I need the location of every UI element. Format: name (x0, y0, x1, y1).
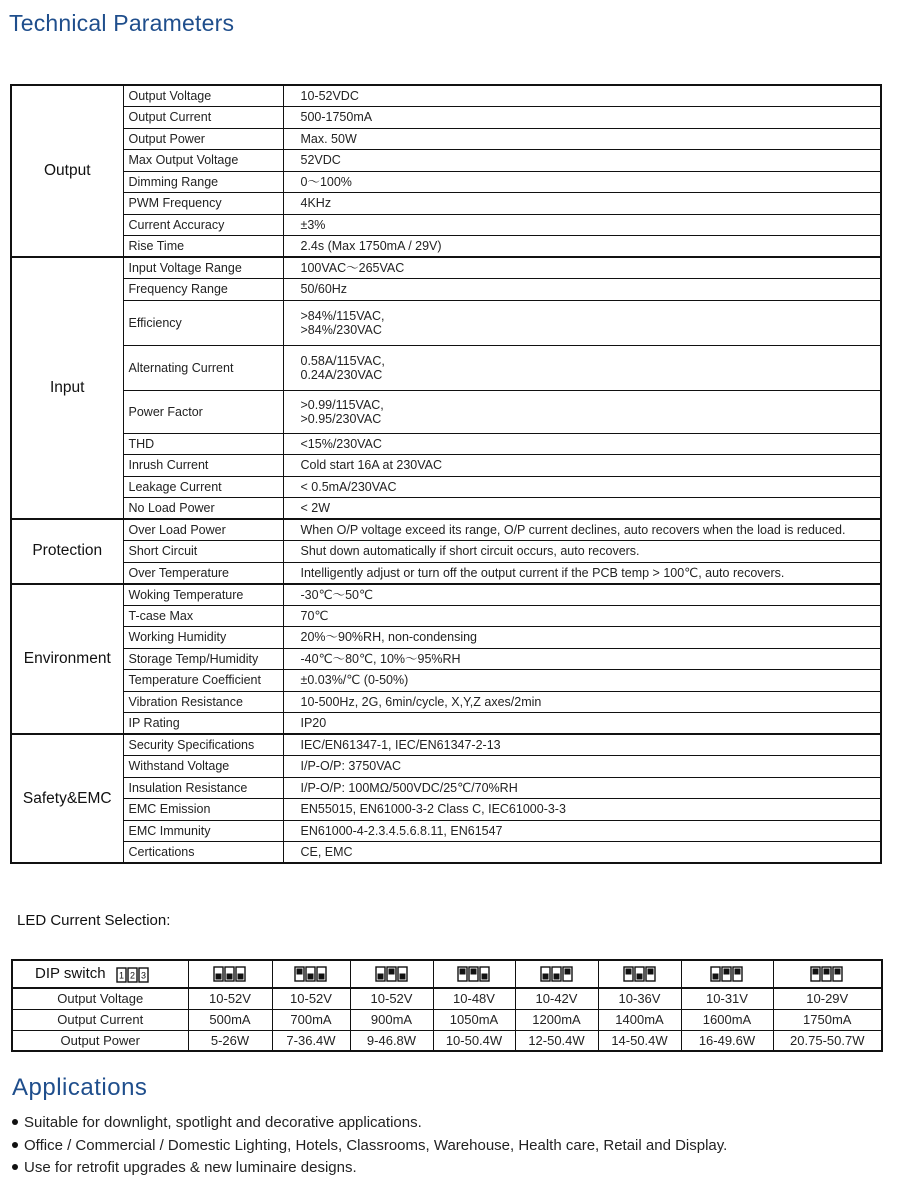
dip-corner-cell (12, 960, 188, 988)
spec-row (11, 670, 881, 692)
spec-value (283, 150, 881, 172)
dip-cell: 10-52V (272, 988, 350, 1009)
spec-value-line: 0～100% (300, 174, 352, 189)
dip-legend-digit: 2 (129, 970, 135, 981)
spec-value-line: <15%/230VAC (300, 436, 382, 451)
dip-cell: 500mA (188, 1009, 272, 1030)
spec-value (283, 627, 881, 649)
spec-value-line: EN55015, EN61000-3-2 Class C, IEC61000-3-3 (300, 802, 566, 817)
application-item (12, 1135, 727, 1158)
dip-header-row (12, 960, 882, 988)
spec-row (11, 390, 881, 433)
applications-title: Applications (12, 1074, 148, 1101)
spec-param: Storage Temp/Humidity (123, 648, 283, 670)
dip-setting-3 (350, 960, 433, 988)
spec-value-line: >84%/115VAC, (300, 308, 385, 323)
spec-value-line: >0.95/230VAC (300, 411, 382, 426)
spec-param: Efficiency (123, 300, 283, 345)
spec-group-label: Output (11, 85, 123, 257)
dip-cell: 10-36V (598, 988, 681, 1009)
dip-switch-icon (540, 966, 574, 982)
spec-row (11, 713, 881, 735)
spec-param: Rise Time (123, 236, 283, 258)
spec-value (283, 214, 881, 236)
dip-cell: 5-26W (188, 1030, 272, 1051)
dip-row (12, 1030, 882, 1051)
spec-value-line: 52VDC (300, 153, 341, 168)
spec-group-label: Protection (11, 519, 123, 584)
dip-setting-4 (433, 960, 515, 988)
page-title: Technical Parameters (9, 10, 235, 36)
dip-cell: 7-36.4W (272, 1030, 350, 1051)
dip-row-label: Output Voltage (12, 988, 188, 1009)
spec-value-line: 2.4s (Max 1750mA / 29V) (300, 239, 442, 253)
spec-row (11, 150, 881, 172)
spec-param: No Load Power (123, 498, 283, 520)
spec-param: Output Current (123, 107, 283, 129)
application-item (12, 1157, 727, 1180)
bullet-icon (12, 1119, 18, 1125)
spec-value (283, 605, 881, 627)
spec-value (283, 498, 881, 520)
dip-cell: 1050mA (433, 1009, 515, 1030)
spec-row (11, 345, 881, 390)
spec-param: Output Voltage (123, 85, 283, 107)
dip-cell: 9-46.8W (350, 1030, 433, 1051)
spec-value (283, 777, 881, 799)
spec-row (11, 584, 881, 606)
spec-value (283, 455, 881, 477)
spec-param: PWM Frequency (123, 193, 283, 215)
spec-param: IP Rating (123, 713, 283, 735)
spec-param: Withstand Voltage (123, 756, 283, 778)
spec-row (11, 300, 881, 345)
dip-cell: 20.75-50.7W (773, 1030, 882, 1051)
spec-row (11, 820, 881, 842)
spec-row (11, 257, 881, 279)
spec-value-line: When O/P voltage exceed its range, O/P current declines, auto recovers when the load is reduced. (300, 523, 846, 537)
spec-value-line: >84%/230VAC (300, 322, 382, 337)
spec-value (283, 128, 881, 150)
dip-row-label: Output Current (12, 1009, 188, 1030)
spec-group-label: Environment (11, 584, 123, 735)
technical-parameters-table (10, 84, 882, 864)
spec-param: Power Factor (123, 390, 283, 433)
spec-param: EMC Emission (123, 799, 283, 821)
spec-value-line: 0.24A/230VAC (300, 367, 383, 382)
spec-row (11, 455, 881, 477)
spec-value (283, 236, 881, 258)
spec-param: Over Temperature (123, 562, 283, 584)
dip-switch-table (11, 959, 883, 1052)
spec-value (283, 300, 881, 345)
spec-value (283, 476, 881, 498)
spec-row (11, 171, 881, 193)
spec-row (11, 476, 881, 498)
spec-row (11, 691, 881, 713)
dip-cell: 1400mA (598, 1009, 681, 1030)
spec-value-line: 50/60Hz (300, 282, 348, 297)
dip-switch-icon (294, 966, 328, 982)
spec-value (283, 279, 881, 301)
spec-value (283, 433, 881, 455)
application-item (12, 1112, 727, 1135)
spec-value (283, 193, 881, 215)
spec-param: Input Voltage Range (123, 257, 283, 279)
spec-param: Dimming Range (123, 171, 283, 193)
application-text: Suitable for downlight, spotlight and decorative applications. (24, 1114, 422, 1131)
dip-cell: 10-52V (188, 988, 272, 1009)
spec-value (283, 345, 881, 390)
dip-switch-icon (623, 966, 657, 982)
applications-list (12, 1112, 727, 1180)
spec-row (11, 128, 881, 150)
dip-row (12, 1009, 882, 1030)
spec-value (283, 257, 881, 279)
dip-cell: 10-48V (433, 988, 515, 1009)
dip-cell: 900mA (350, 1009, 433, 1030)
dip-cell: 14-50.4W (598, 1030, 681, 1051)
spec-row (11, 734, 881, 756)
dip-setting-8 (773, 960, 882, 988)
spec-param: Temperature Coefficient (123, 670, 283, 692)
spec-value-line: EN61000-4-2.3.4.5.6.8.11, EN61547 (300, 823, 503, 838)
spec-value (283, 820, 881, 842)
dip-switch-legend-icon (116, 967, 150, 983)
dip-switch-icon (810, 966, 844, 982)
dip-switch-icon (710, 966, 744, 982)
spec-param: T-case Max (123, 605, 283, 627)
spec-param: Short Circuit (123, 541, 283, 563)
spec-row (11, 433, 881, 455)
spec-param: THD (123, 433, 283, 455)
spec-value (283, 541, 881, 563)
spec-value-line: IEC/EN61347-1, IEC/EN61347-2-13 (300, 738, 501, 752)
spec-group-label: Input (11, 257, 123, 519)
spec-value-line: Intelligently adjust or turn off the output current if the PCB temp > 100℃, auto recovers. (300, 565, 785, 580)
spec-row (11, 519, 881, 541)
dip-cell: 1600mA (681, 1009, 773, 1030)
dip-setting-2 (272, 960, 350, 988)
spec-row (11, 85, 881, 107)
spec-row (11, 799, 881, 821)
spec-value (283, 519, 881, 541)
dip-legend-digit: 3 (140, 970, 146, 981)
spec-param: EMC Immunity (123, 820, 283, 842)
spec-param: Working Humidity (123, 627, 283, 649)
spec-value-line: Shut down automatically if short circuit occurs, auto recovers. (300, 544, 640, 559)
dip-cell: 16-49.6W (681, 1030, 773, 1051)
spec-value (283, 562, 881, 584)
spec-param: Certications (123, 842, 283, 864)
spec-value (283, 734, 881, 756)
spec-row (11, 842, 881, 864)
spec-row (11, 214, 881, 236)
dip-setting-6 (598, 960, 681, 988)
spec-value-line: 20%～90%RH, non-condensing (300, 630, 477, 645)
spec-value (283, 691, 881, 713)
spec-value-line: < 0.5mA/230VAC (300, 479, 397, 494)
dip-cell: 10-42V (515, 988, 598, 1009)
dip-row (12, 988, 882, 1009)
dip-switch-icon (457, 966, 491, 982)
spec-value (283, 842, 881, 864)
spec-row (11, 279, 881, 301)
spec-value-line: ±3% (300, 217, 326, 232)
spec-value (283, 107, 881, 129)
spec-row (11, 107, 881, 129)
spec-param: Alternating Current (123, 345, 283, 390)
spec-value (283, 584, 881, 606)
spec-value-line: >0.99/115VAC, (300, 397, 384, 412)
spec-value (283, 171, 881, 193)
spec-value-line: I/P-O/P: 100MΩ/500VDC/25℃/70%RH (300, 780, 518, 795)
bullet-icon (12, 1142, 18, 1148)
spec-value (283, 648, 881, 670)
spec-param: Max Output Voltage (123, 150, 283, 172)
spec-value-line: ±0.03%/℃ (0-50%) (300, 673, 409, 688)
spec-group-label: Safety&EMC (11, 734, 123, 863)
spec-value-line: 500-1750mA (300, 110, 373, 125)
spec-param: Security Specifications (123, 734, 283, 756)
spec-value (283, 756, 881, 778)
spec-value (283, 85, 881, 107)
dip-setting-5 (515, 960, 598, 988)
dip-row-label: Output Power (12, 1030, 188, 1051)
spec-row (11, 562, 881, 584)
spec-param: Insulation Resistance (123, 777, 283, 799)
spec-row (11, 541, 881, 563)
spec-row (11, 193, 881, 215)
dip-cell: 12-50.4W (515, 1030, 598, 1051)
spec-param: Current Accuracy (123, 214, 283, 236)
spec-value-line: I/P-O/P: 3750VAC (300, 759, 402, 774)
spec-row (11, 756, 881, 778)
spec-value-line: Cold start 16A at 230VAC (300, 458, 443, 473)
dip-switch-icon (213, 966, 247, 982)
spec-value-line: 4KHz (300, 196, 332, 211)
dip-setting-1 (188, 960, 272, 988)
spec-param: Inrush Current (123, 455, 283, 477)
spec-value-line: 0.58A/115VAC, (300, 353, 385, 368)
spec-row (11, 627, 881, 649)
dip-legend-digit: 1 (118, 970, 124, 981)
spec-value-line: < 2W (300, 501, 331, 515)
spec-row (11, 605, 881, 627)
spec-value (283, 390, 881, 433)
spec-value-line: -40℃～80℃, 10%～95%RH (300, 651, 461, 666)
spec-row (11, 498, 881, 520)
spec-param: Output Power (123, 128, 283, 150)
dip-cell: 10-29V (773, 988, 882, 1009)
spec-param: Vibration Resistance (123, 691, 283, 713)
spec-param: Woking Temperature (123, 584, 283, 606)
spec-value-line: CE, EMC (300, 845, 353, 859)
spec-value (283, 670, 881, 692)
spec-param: Leakage Current (123, 476, 283, 498)
application-text: Office / Commercial / Domestic Lighting, Hotels, Classrooms, Warehouse, Health care, Retail and Display. (24, 1136, 728, 1154)
spec-value (283, 799, 881, 821)
spec-value-line: -30℃～50℃ (300, 587, 374, 602)
dip-corner-label: DIP switch (35, 965, 106, 983)
spec-value-line: 100VAC～265VAC (300, 261, 405, 275)
spec-param: Over Load Power (123, 519, 283, 541)
dip-cell: 700mA (272, 1009, 350, 1030)
dip-cell: 10-31V (681, 988, 773, 1009)
spec-row (11, 236, 881, 258)
bullet-icon (12, 1164, 18, 1170)
dip-switch-icon (375, 966, 409, 982)
spec-value-line: Max. 50W (300, 131, 357, 146)
dip-cell: 1750mA (773, 1009, 882, 1030)
dip-cell: 1200mA (515, 1009, 598, 1030)
spec-value-line: 10-500Hz, 2G, 6min/cycle, X,Y,Z axes/2min (300, 694, 542, 709)
spec-value-line: 10-52VDC (300, 89, 359, 103)
led-current-selection-heading: LED Current Selection: (17, 912, 171, 929)
spec-row (11, 648, 881, 670)
application-text: Use for retrofit upgrades & new luminaire designs. (24, 1159, 357, 1176)
spec-param: Frequency Range (123, 279, 283, 301)
spec-value (283, 713, 881, 735)
spec-row (11, 777, 881, 799)
dip-setting-7 (681, 960, 773, 988)
spec-value-line: 70℃ (300, 608, 329, 623)
dip-cell: 10-52V (350, 988, 433, 1009)
dip-cell: 10-50.4W (433, 1030, 515, 1051)
spec-value-line: IP20 (300, 716, 327, 730)
